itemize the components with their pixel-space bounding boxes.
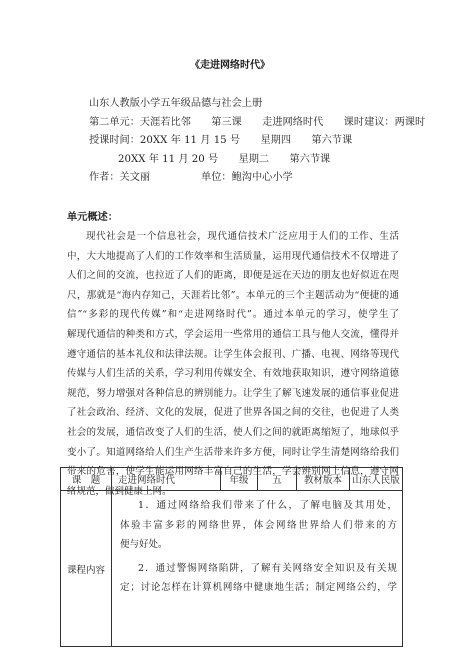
overview-line: 络规范，做到健康上网。 xyxy=(67,485,172,497)
content-line: 定；讨论怎样在计算机网络中健康地生活；制定网络公约，学 xyxy=(120,582,397,594)
textbook-value: 山东人民版 xyxy=(350,468,403,491)
teaching-time-first: 授课时间：20XX 年 11 月 15 号 星期四 第六节课 xyxy=(89,135,353,146)
unit-lesson-info: 第二单元：天涯若比邻 第三课 走进网络时代 课时建议：两课时 xyxy=(89,117,426,128)
content-cell xyxy=(112,491,403,647)
content-line: 1．通过网络给我们带来了什么，了解电脑及其用处， xyxy=(138,500,397,511)
overview-heading: 单元概述： xyxy=(67,212,118,223)
topic-value: 走进网络时代 xyxy=(112,468,221,491)
textbook-info: 山东人教版小学五年级品德与社会上册 xyxy=(89,98,263,109)
overview-line: 中，大大地提高了人们的工作效率和生活质量，运用现代通信技术不仅增进了 xyxy=(67,250,399,262)
overview-line: 了社会政治、经济、文化的发展，促进了世界各国之间的交往，也促进了人类 xyxy=(67,407,399,419)
overview-paragraph xyxy=(67,227,399,501)
overview-line: 社会的发展，通信改变了人们的生活，使人们之间的就距离缩短了，地球似乎 xyxy=(67,426,399,438)
course-table xyxy=(60,467,403,647)
table-row xyxy=(61,491,403,647)
content-line: 2．通过警惕网络陷阱，了解有关网络安全知识及有关规 xyxy=(138,562,397,574)
content-line: 体验丰富多彩的网络世界，体会网络世界给人们带来的方 xyxy=(120,519,397,531)
overview-line: 规范，努力增强对各种信息的辨别能力。让学生了解飞速发展的通信事业促进 xyxy=(67,387,399,399)
overview-line: 解现代通信的种类和方式，学会运用一些常用的通信工具与他人交流，懂得并 xyxy=(67,328,399,340)
content-item xyxy=(120,559,397,598)
topic-label: 课 题 xyxy=(61,468,112,491)
content-label: 课程内容 xyxy=(61,491,112,647)
overview-line: 传媒与人们生活的关系，学习利用传媒安全、有效地获取知识，遵守网络道德 xyxy=(67,368,399,380)
author-info: 作者：关文丽 单位：鲍沟中心小学 xyxy=(89,172,293,183)
grade-label: 年级 xyxy=(221,468,258,491)
overview-line: 现代社会是一个信息社会，现代通信技术广泛应用于人们的工作、生活 xyxy=(86,231,399,242)
overview-line: 带来的危害，使学生能运用网络丰富自己的生活，学会辨别网上信息，遵守网 xyxy=(67,466,399,478)
table-row xyxy=(61,468,403,491)
content-line: 便与好处。 xyxy=(120,539,168,551)
overview-line: 变小了。知道网络给人们生产生活带来许多方便，同时让学生清楚网络给我们 xyxy=(67,446,399,458)
overview-line: 遵守通信的基本礼仪和法律法规。让学生体会报刊、广播、电视、网络等现代 xyxy=(67,348,399,360)
textbook-label: 教材版本 xyxy=(297,468,350,491)
overview-line: 人们之间的交流，也拉近了人们的距离，即便是远在天边的朋友也好似近在咫 xyxy=(67,270,399,282)
overview-line: 尺，那就是“海内存知己，天涯若比邻”。本单元的三个主题活动为“便捷的通 xyxy=(67,289,399,301)
content-item xyxy=(120,496,397,555)
document-title: 《走进网络时代》 xyxy=(190,60,270,71)
teaching-time-second: 20XX 年 11 月 20 号 星期二 第六节课 xyxy=(118,154,331,165)
overview-line: 信”“多彩的现代传媒”和“走进网络时代”。通过本单元的学习，使学生了 xyxy=(67,309,399,321)
grade-value: 五 xyxy=(258,468,297,491)
